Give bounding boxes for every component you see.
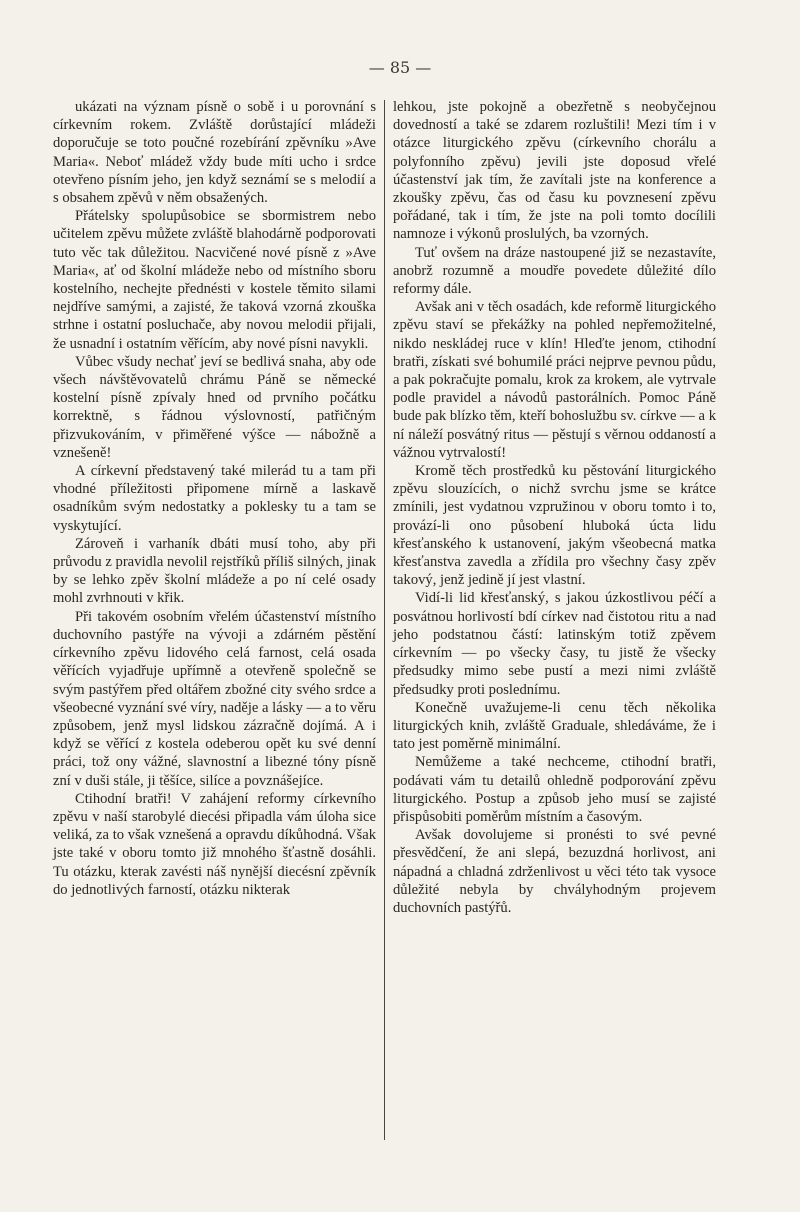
paragraph: Vidí-li lid křesťanský, s jakou úzkostlivou péčí a posvátnou horlivostí bdí církev nad čistotou ritu a nad jeho podstatnou částí: latinským totiž zpěvem církevním — po všecky časy, tu jistě že všecky předsudky mimo sebe pustí a mezi nimi zvláště předsudky proti poslednímu. — [393, 590, 716, 698]
paragraph-continuation: lehkou, jste pokojně a obezřetně s neobyčejnou dovedností a také se zdarem rozluštili! Mezi tím i v otázce liturgického zpěvu (církevního chorálu a polyfonního zpěvu) jevili jste doposud vřelé účastenství jak tím, že zavítali jste na konference a zkoušky zpěvu, čas od času ku povznesení zpěvu pořádané, tak i tím, že jste na poli tomto docílili namnoze i výkonů proslulých, ba vzorných. — [393, 99, 716, 243]
paragraph: Tuť ovšem na dráze nastoupené již se nezastavíte, anobrž rozumně a moudře povedete důležité dílo reformy dále. — [393, 244, 716, 298]
paragraph: Přátelsky spolupůsobice se sbormistrem nebo učitelem zpěvu můžete zvláště blahodárně podporovati tuto věc tak důležitou. Nacvičené nové písně z »Ave Maria«, ať od školní mládeže nebo od místního sboru kostelního, nechejte přednésti v kostele těmito silami nejdříve samými, a zajisté, že taková vzorná zkouška strhne i ostatní posluchače, aby novou melodii přijali, že usnadní i ostatním věřícím, aby nové písni navykli. — [53, 208, 376, 352]
paragraph: Ctihodní bratři! V zahájení reformy církevního zpěvu v naší starobylé diecési připadla vám úloha sice veliká, za to však vznešená a opravdu díkůhodná. Však jste také v oboru tomto již mnohého šťastně dosáhli. Tu otázku, kterak zavésti náš nynější diecésní zpěvník do jednotlivých farností, otázku nikterak — [53, 790, 376, 898]
paragraph: Kromě těch prostředků ku pěstování liturgického zpěvu slouzících, o nichž svrchu jsme se krátce zmínili, jest vydatnou vzpružinou v oboru tomto i to, provází-li ono působení hluboká úcta lidu křesťanského k ustanovení, jakým všeobecná matka křesťanstva zavedla a zřídila pro všechny časy zpěv takový, jenž jedině jí jest vlastní. — [393, 463, 716, 589]
paragraph: Avšak dovolujeme si pronésti to své pevné přesvědčení, že ani slepá, bezuzdná horlivost, ani nápadná a chladná zdrženlivost u věci této tak vysoce důležité nebyla by chvályhodným projevem duchovních pastýřů. — [393, 827, 716, 916]
paragraph: Nemůžeme a také nechceme, ctihodní bratři, podávati vám tu detailů ohledně podporování zpěvu liturgického. Postup a způsob jeho musí se zajisté přispůsobiti poměrům místním a časovým. — [393, 754, 716, 825]
page-number: — 85 — — [368, 58, 432, 77]
column-divider — [384, 100, 385, 1140]
paragraph: Avšak ani v těch osadách, kde reformě liturgického zpěvu staví se překážky na pohled nepřemožitelné, nikdo neskládej ruce v klín! Hleďte jenom, ctihodní bratři, získati své bohumilé práci nejprve pevnou půdu, a pak pokračujte pomalu, krok za krokem, ale vytrvale podle pravidel a návodů pastorálních. Pomoc Páně bude pak blízko těm, kteří bohoslužbu sv. církve — a k ní náleží posvátný ritus — pěstují s věrnou oddaností a vážnou vytrvalostí! — [393, 299, 716, 461]
paragraph: Při takovém osobním vřelém účastenství místního duchovního pastýře na vývoji a zdárném pěstění církevního zpěvu lidového celá farnost, celá osada věřících vyjadřuje upřímně a otevřeně společně se svým pastýřem před oltářem zbožné city svého srdce a všeobecné vyznání své víry, naděje a lásky — a to věru způsobem, jenž mysl lidskou zázračně dojímá. A i když se věřící z kostela odeberou opět ku své denní práci, tož ony vážné, slavnostní a libezné tóny písně zní v duši stále, ji těšíce, silíce a povznášejíce. — [53, 608, 376, 789]
left-text-column — [53, 98, 376, 899]
right-text-column — [393, 98, 716, 917]
paragraph: A církevní představený také milerád tu a tam při vhodné příležitosti připomene mírně a laskavě osadníkům svým nedostatky a poklesky tu a tam se vyskytující. — [53, 463, 376, 534]
paragraph: Konečně uvažujeme-li cenu těch několika liturgických knih, zvláště Graduale, shledáváme, že i tato jest poměrně minimální. — [393, 699, 716, 753]
paragraph: Vůbec všudy nechať jeví se bedlivá snaha, aby ode všech návštěvovatelů chrámu Páně se německé kostelní písně zpívaly hned od prvního počátku korrektně, s řádnou výslovností, patřičným přizvukováním, v přiměřené výšce — nábožně a vznešeně! — [53, 353, 376, 461]
paragraph: Zároveň i varhaník dbáti musí toho, aby při průvodu z pravidla nevolil rejstříků příliš silných, jinak by se lehko zpěv školní mládeže a po ní celé osady mohl zvrhnouti v křik. — [53, 535, 376, 607]
paragraph: ukázati na význam písně o sobě i u porovnání s církevním rokem. Zvláště dorůstající mládeži doporučuje se toto poučné rozebírání zpěvníku »Ave Maria«. Neboť mládež vždy bude míti ucho i srdce otevřeno písním jeho, jen když seznámí se s melodií a s obsahem zpěvů v něm obsažených. — [53, 99, 376, 207]
